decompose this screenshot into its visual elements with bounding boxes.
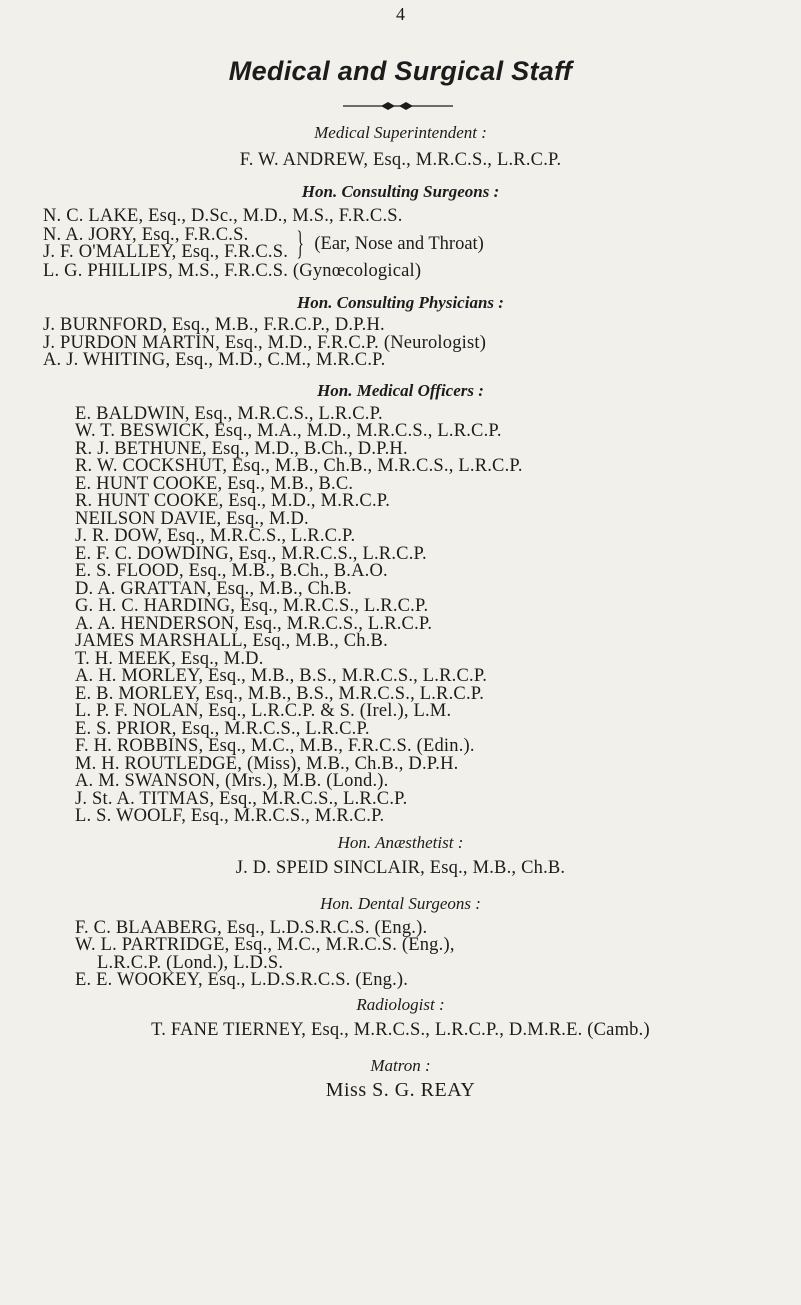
staff-list — [0, 122, 801, 1101]
section-medical-superintendent — [0, 122, 801, 171]
section-matron — [0, 1055, 801, 1101]
section-medical-officers — [0, 380, 801, 826]
section-heading: Matron : — [370, 1055, 431, 1075]
staff-entry: N. C. LAKE, Esq., D.Sc., M.D., M.S., F.R.C.S. — [43, 206, 403, 226]
staff-entry: L. S. WOOLF, Esq., M.R.C.S., M.R.C.P. — [75, 806, 385, 826]
staff-entry: J. PURDON MARTIN, Esq., M.D., F.R.C.P. (Neurologist) — [43, 332, 487, 353]
section-anaesthetist — [0, 832, 801, 879]
diamond-divider-icon — [343, 101, 453, 111]
staff-entry: E. F. C. DOWDING, Esq., M.R.C.S., L.R.C.P. — [75, 543, 427, 564]
brace-group — [0, 227, 801, 261]
staff-entry-continuation: L.R.C.P. (Lond.), L.D.S. — [97, 952, 284, 973]
section-heading: Medical Superintendent : — [314, 123, 487, 142]
section-dental-surgeons — [0, 893, 801, 990]
section-consulting-surgeons — [0, 181, 801, 282]
page-title: Medical and Surgical Staff — [228, 56, 573, 86]
section-heading: Hon. Consulting Physicians : — [297, 293, 504, 312]
staff-entry: A. H. MORLEY, Esq., M.B., B.S., M.R.C.S., L.R.C.P. — [75, 666, 488, 686]
staff-entry: J. F. O'MALLEY, Esq., F.R.C.S. — [43, 242, 289, 262]
specialty-note: (Ear, Nose and Throat) — [314, 233, 484, 254]
staff-entry: R. HUNT COOKE, Esq., M.D., M.R.C.P. — [75, 491, 391, 511]
section-heading: Radiologist : — [356, 994, 445, 1014]
staff-entry: F. H. ROBBINS, Esq., M.C., M.B., F.R.C.S. (Edin.). — [75, 736, 475, 756]
section-heading: Hon. Dental Surgeons : — [320, 893, 481, 913]
section-radiologist — [0, 994, 801, 1041]
staff-entry: E. BALDWIN, Esq., M.R.C.S., L.R.C.P. — [75, 403, 383, 424]
staff-entry: L. P. F. NOLAN, Esq., L.R.C.P. & S. (Irel.), L.M. — [75, 701, 452, 721]
staff-entry: N. A. JORY, Esq., F.R.C.S. — [43, 225, 249, 245]
staff-entry: T. H. MEEK, Esq., M.D. — [75, 648, 264, 669]
staff-entry: J. D. SPEID SINCLAIR, Esq., M.B., Ch.B. — [235, 857, 566, 878]
staff-entry: Miss S. G. REAY — [325, 1078, 476, 1101]
staff-entry: G. H. C. HARDING, Esq., M.R.C.S., L.R.C.P. — [75, 596, 429, 616]
staff-entry: J. St. A. TITMAS, Esq., M.R.C.S., L.R.C.P. — [75, 788, 408, 809]
staff-entry: J. R. DOW, Esq., M.R.C.S., L.R.C.P. — [75, 526, 356, 546]
brace-icon: } — [296, 225, 304, 262]
staff-entry: J. BURNFORD, Esq., M.B., F.R.C.P., D.P.H. — [43, 315, 385, 335]
staff-entry: T. FANE TIERNEY, Esq., M.R.C.S., L.R.C.P., D.M.R.E. (Camb.) — [151, 1019, 650, 1040]
staff-entry: E. E. WOOKEY, Esq., L.D.S.R.C.S. (Eng.). — [75, 970, 409, 990]
staff-entry: A. A. HENDERSON, Esq., M.R.C.S., L.R.C.P. — [75, 613, 433, 634]
section-heading: Hon. Anæsthetist : — [337, 832, 464, 852]
staff-entry: W. T. BESWICK, Esq., M.A., M.D., M.R.C.S., L.R.C.P. — [75, 421, 502, 441]
staff-entry: E. S. FLOOD, Esq., M.B., B.Ch., B.A.O. — [75, 561, 388, 581]
staff-entry: R. J. BETHUNE, Esq., M.D., B.Ch., D.P.H. — [75, 438, 408, 459]
staff-entry: A. J. WHITING, Esq., M.D., C.M., M.R.C.P. — [43, 350, 386, 370]
section-heading: Hon. Medical Officers : — [317, 380, 484, 400]
section-consulting-physicians — [0, 292, 801, 370]
staff-entry: M. H. ROUTLEDGE, (Miss), M.B., Ch.B., D.P.H. — [75, 753, 459, 774]
page-number: 4 — [396, 4, 405, 24]
staff-entry: L. G. PHILLIPS, M.S., F.R.C.S. (Gynœcological) — [43, 261, 422, 281]
staff-entry: A. M. SWANSON, (Mrs.), M.B. (Lond.). — [75, 771, 389, 791]
staff-entry: NEILSON DAVIE, Esq., M.D. — [75, 508, 309, 529]
staff-entry: E. HUNT COOKE, Esq., M.B., B.C. — [75, 473, 354, 494]
staff-entry: D. A. GRATTAN, Esq., M.B., Ch.B. — [75, 578, 352, 599]
staff-entry: F. C. BLAABERG, Esq., L.D.S.R.C.S. (Eng.). — [75, 917, 428, 938]
staff-entry: F. W. ANDREW, Esq., M.R.C.S., L.R.C.P. — [239, 150, 562, 170]
staff-entry: R. W. COCKSHUT, Esq., M.B., Ch.B., M.R.C.S., L.R.C.P. — [75, 456, 523, 476]
section-heading: Hon. Consulting Surgeons : — [301, 182, 500, 201]
staff-entry: W. L. PARTRIDGE, Esq., M.C., M.R.C.S. (Eng.), — [75, 935, 455, 955]
staff-entry: JAMES MARSHALL, Esq., M.B., Ch.B. — [75, 631, 388, 651]
staff-entry: E. S. PRIOR, Esq., M.R.C.S., L.R.C.P. — [75, 718, 370, 739]
staff-entry: E. B. MORLEY, Esq., M.B., B.S., M.R.C.S., L.R.C.P. — [75, 683, 485, 704]
